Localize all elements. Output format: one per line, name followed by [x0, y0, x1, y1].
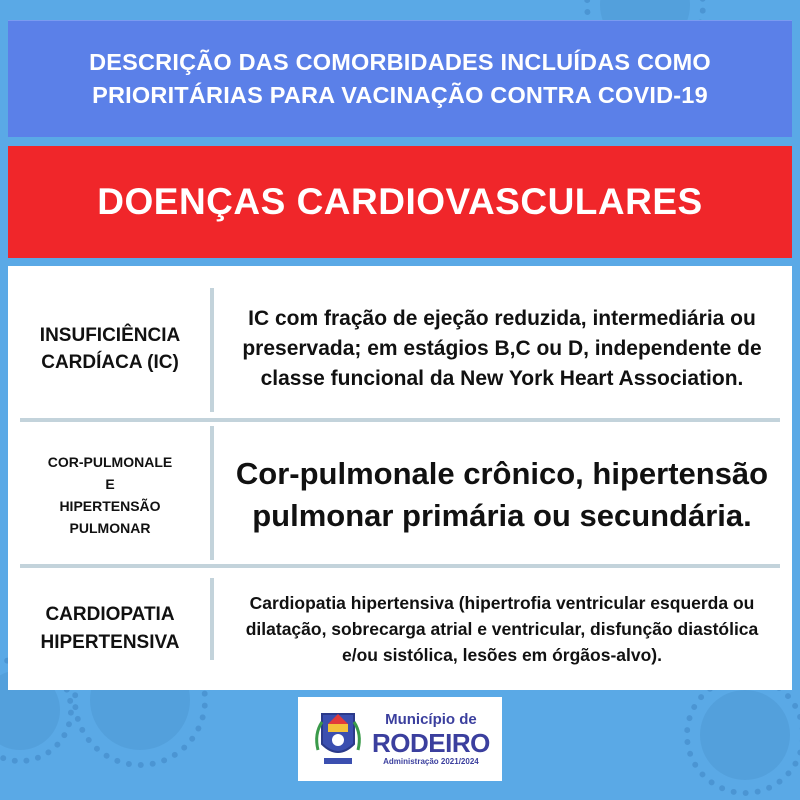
- header-banner: [8, 20, 792, 137]
- row-label-cor-pulmonale: [8, 426, 212, 564]
- row-label-line: COR-PULMONALE: [47, 454, 173, 470]
- virus-decoration: [700, 690, 790, 780]
- row-label-heart-failure: INSUFICIÊNCIA CARDÍACA (IC): [39, 325, 181, 373]
- row-label-line: PULMONAR: [69, 520, 151, 536]
- category-banner: [8, 146, 792, 258]
- row-label-line: HIPERTENSÃO: [59, 498, 161, 514]
- logo-line-administration: Administração 2021/2024: [383, 757, 479, 766]
- row-divider: [20, 418, 780, 422]
- table-row: [8, 574, 792, 684]
- municipal-crest-icon: [312, 704, 364, 774]
- row-label-hypertensive-cardiopathy: CARDIOPATIA HIPERTENSIVA: [40, 604, 180, 653]
- table-row: [8, 426, 792, 564]
- row-description-cor-pulmonale: Cor-pulmonale crônico, hipertensão pulmonar primária ou secundária.: [235, 456, 769, 533]
- logo-line-rodeiro: RODEIRO: [372, 728, 490, 758]
- table-row: [8, 284, 792, 414]
- row-label-line: E: [105, 476, 115, 492]
- page-title: DESCRIÇÃO DAS COMORBIDADES INCLUÍDAS COMO PRIORITÁRIAS PARA VACINAÇÃO CONTRA COVID-19: [89, 49, 711, 108]
- comorbidity-table: [8, 266, 792, 690]
- row-description-heart-failure: IC com fração de ejeção reduzida, intermediária ou preservada; em estágios B,C ou D, independente de classe funcional da New York Heart Association.: [242, 307, 762, 390]
- row-divider: [20, 564, 780, 568]
- category-title: DOENÇAS CARDIOVASCULARES: [97, 181, 703, 222]
- row-description-hypertensive-cardiopathy: Cardiopatia hipertensiva (hipertrofia ventricular esquerda ou dilatação, sobrecarga atrial e ventricular, disfunção diastólica e/ou sistólica, lesões em órgãos-alvo).: [245, 593, 759, 665]
- logo-line-municipio: Município de: [385, 711, 477, 728]
- logo-text: [372, 711, 490, 767]
- municipality-logo: [298, 697, 502, 781]
